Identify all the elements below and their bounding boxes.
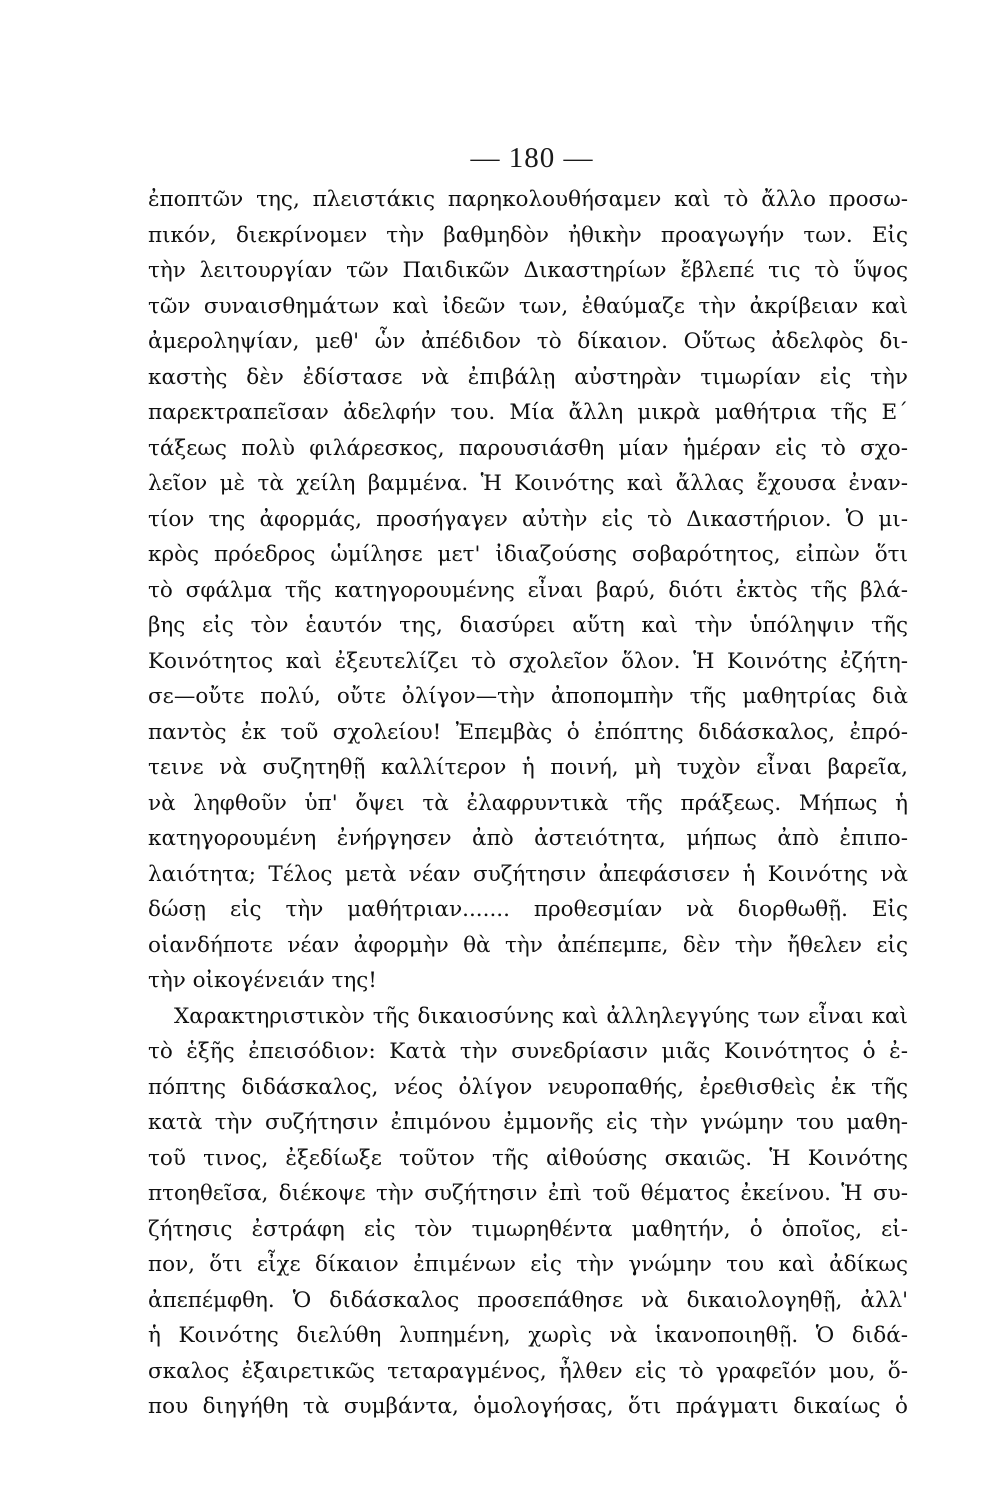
- text-line: πόπτης διδάσκαλος, νέος ὀλίγον νευροπαθής, ἐρεθισθεὶς ἐκ τῆς: [148, 1074, 908, 1100]
- text-line: ἡ Κοινότης διελύθη λυπημένη, χωρὶς νὰ ἱκανοποιηθῇ. Ὁ διδά-: [148, 1323, 908, 1348]
- text-line: τίον της ἀφορμάς, προσήγαγεν αὐτὴν εἰς τὸ Δικαστήριον. Ὁ μι-: [148, 506, 908, 532]
- text-line: τοῦ τινος, ἐξεδίωξε τοῦτον τῆς αἰθούσης σκαιῶς. Ἡ Κοινότης: [148, 1145, 908, 1171]
- paragraph-2: [148, 999, 908, 1425]
- text-line: τὴν λειτουργίαν τῶν Παιδικῶν Δικαστηρίων ἔβλεπέ τις τὸ ὕψος: [148, 258, 908, 283]
- text-line: νὰ ληφθοῦν ὑπ' ὄψει τὰ ἐλαφρυντικὰ τῆς πράξεως. Μήπως ἡ: [148, 790, 908, 816]
- text-line: Χαρακτηριστικὸν τῆς δικαιοσύνης καὶ ἀλληλεγγύης των εἶναι καὶ: [174, 1003, 908, 1029]
- text-line: Κοινότητος καὶ ἐξευτελίζει τὸ σχολεῖον ὅλον. Ἡ Κοινότης ἐζήτη-: [148, 648, 908, 674]
- text-line: βης εἰς τὸν ἑαυτόν της, διασύρει αὕτη καὶ τὴν ὑπόληψιν τῆς: [148, 613, 908, 638]
- body-text: [148, 182, 908, 1425]
- paragraph-1: [148, 182, 908, 999]
- text-line: οἱανδήποτε νέαν ἀφορμὴν θὰ τὴν ἀπέπεμπε, δὲν τὴν ἤθελεν εἰς: [148, 932, 908, 958]
- text-line: τὸ σφάλμα τῆς κατηγορουμένης εἶναι βαρύ, διότι ἐκτὸς τῆς βλά-: [148, 577, 908, 603]
- page-number: — 180 —: [470, 142, 594, 174]
- text-line: παρεκτραπεῖσαν ἀδελφήν του. Μία ἄλλη μικρὰ μαθήτρια τῆς Ε΄: [148, 400, 908, 425]
- text-line: πικόν, διεκρίνομεν τὴν βαθμηδὸν ἠθικὴν προαγωγήν των. Εἰς: [148, 222, 908, 248]
- text-line: δώσῃ εἰς τὴν μαθήτριαν....... προθεσμίαν νὰ διορθωθῇ. Εἰς: [148, 897, 908, 922]
- text-line: τεινε νὰ συζητηθῇ καλλίτερον ἡ ποινή, μὴ τυχὸν εἶναι βαρεῖα,: [148, 755, 908, 780]
- text-line: τῶν συναισθημάτων καὶ ἰδεῶν των, ἐθαύμαζε τὴν ἀκρίβειαν καὶ: [148, 293, 908, 319]
- text-line: κατὰ τὴν συζήτησιν ἐπιμόνου ἐμμονῆς εἰς τὴν γνώμην του μαθη-: [148, 1110, 908, 1135]
- text-line: τάξεως πολὺ φιλάρεσκος, παρουσιάσθη μίαν ἡμέραν εἰς τὸ σχο-: [148, 435, 908, 461]
- text-line: κρὸς πρόεδρος ὡμίλησε μετ' ἰδιαζούσης σοβαρότητος, εἰπὼν ὅτι: [148, 542, 908, 567]
- text-line: σε—οὔτε πολύ, οὔτε ὀλίγον—τὴν ἀποπομπὴν τῆς μαθητρίας διὰ: [148, 684, 908, 709]
- text-line: ἐποπτῶν της, πλειστάκις παρηκολουθήσαμεν καὶ τὸ ἄλλο προσω-: [148, 187, 908, 212]
- text-line: τὴν οἰκογένειάν της!: [148, 968, 377, 993]
- text-line: ἀμεροληψίαν, μεθ' ὧν ἀπέδιδον τὸ δίκαιον. Οὕτως ἀδελφὸς δι-: [148, 329, 908, 354]
- text-line: παντὸς ἐκ τοῦ σχολείου! Ἐπεμβὰς ὁ ἐπόπτης διδάσκαλος, ἐπρό-: [148, 719, 908, 745]
- text-line: πτοηθεῖσα, διέκοψε τὴν συζήτησιν ἐπὶ τοῦ θέματος ἐκείνου. Ἡ συ-: [148, 1181, 908, 1206]
- text-line: σκαλος ἐξαιρετικῶς τεταραγμένος, ἦλθεν εἰς τὸ γραφεῖόν μου, ὅ-: [148, 1358, 908, 1384]
- text-line: ζήτησις ἐστράφη εἰς τὸν τιμωρηθέντα μαθητήν, ὁ ὁποῖος, εἰ-: [148, 1216, 908, 1242]
- text-line: καστὴς δὲν ἐδίστασε νὰ ἐπιβάλῃ αὐστηρὰν τιμωρίαν εἰς τὴν: [148, 364, 908, 390]
- text-line: κατηγορουμένη ἐνήργησεν ἀπὸ ἀστειότητα, μήπως ἀπὸ ἐπιπο-: [148, 826, 908, 851]
- text-line: ἀπεπέμφθη. Ὁ διδάσκαλος προσεπάθησε νὰ δικαιολογηθῇ, ἀλλ': [148, 1287, 908, 1313]
- text-line: λαιότητα; Τέλος μετὰ νέαν συζήτησιν ἀπεφάσισεν ἡ Κοινότης νὰ: [148, 861, 908, 887]
- text-line: που διηγήθη τὰ συμβάντα, ὁμολογήσας, ὅτι πράγματι δικαίως ὁ: [148, 1394, 908, 1419]
- text-line: πον, ὅτι εἶχε δίκαιον ἐπιμένων εἰς τὴν γνώμην του καὶ ἀδίκως: [148, 1252, 908, 1277]
- text-line: λεῖον μὲ τὰ χείλη βαμμένα. Ἡ Κοινότης καὶ ἄλλας ἔχουσα ἐναν-: [148, 471, 908, 496]
- text-line: τὸ ἑξῆς ἐπεισόδιον: Κατὰ τὴν συνεδρίασιν μιᾶς Κοινότητος ὁ ἐ-: [148, 1039, 908, 1064]
